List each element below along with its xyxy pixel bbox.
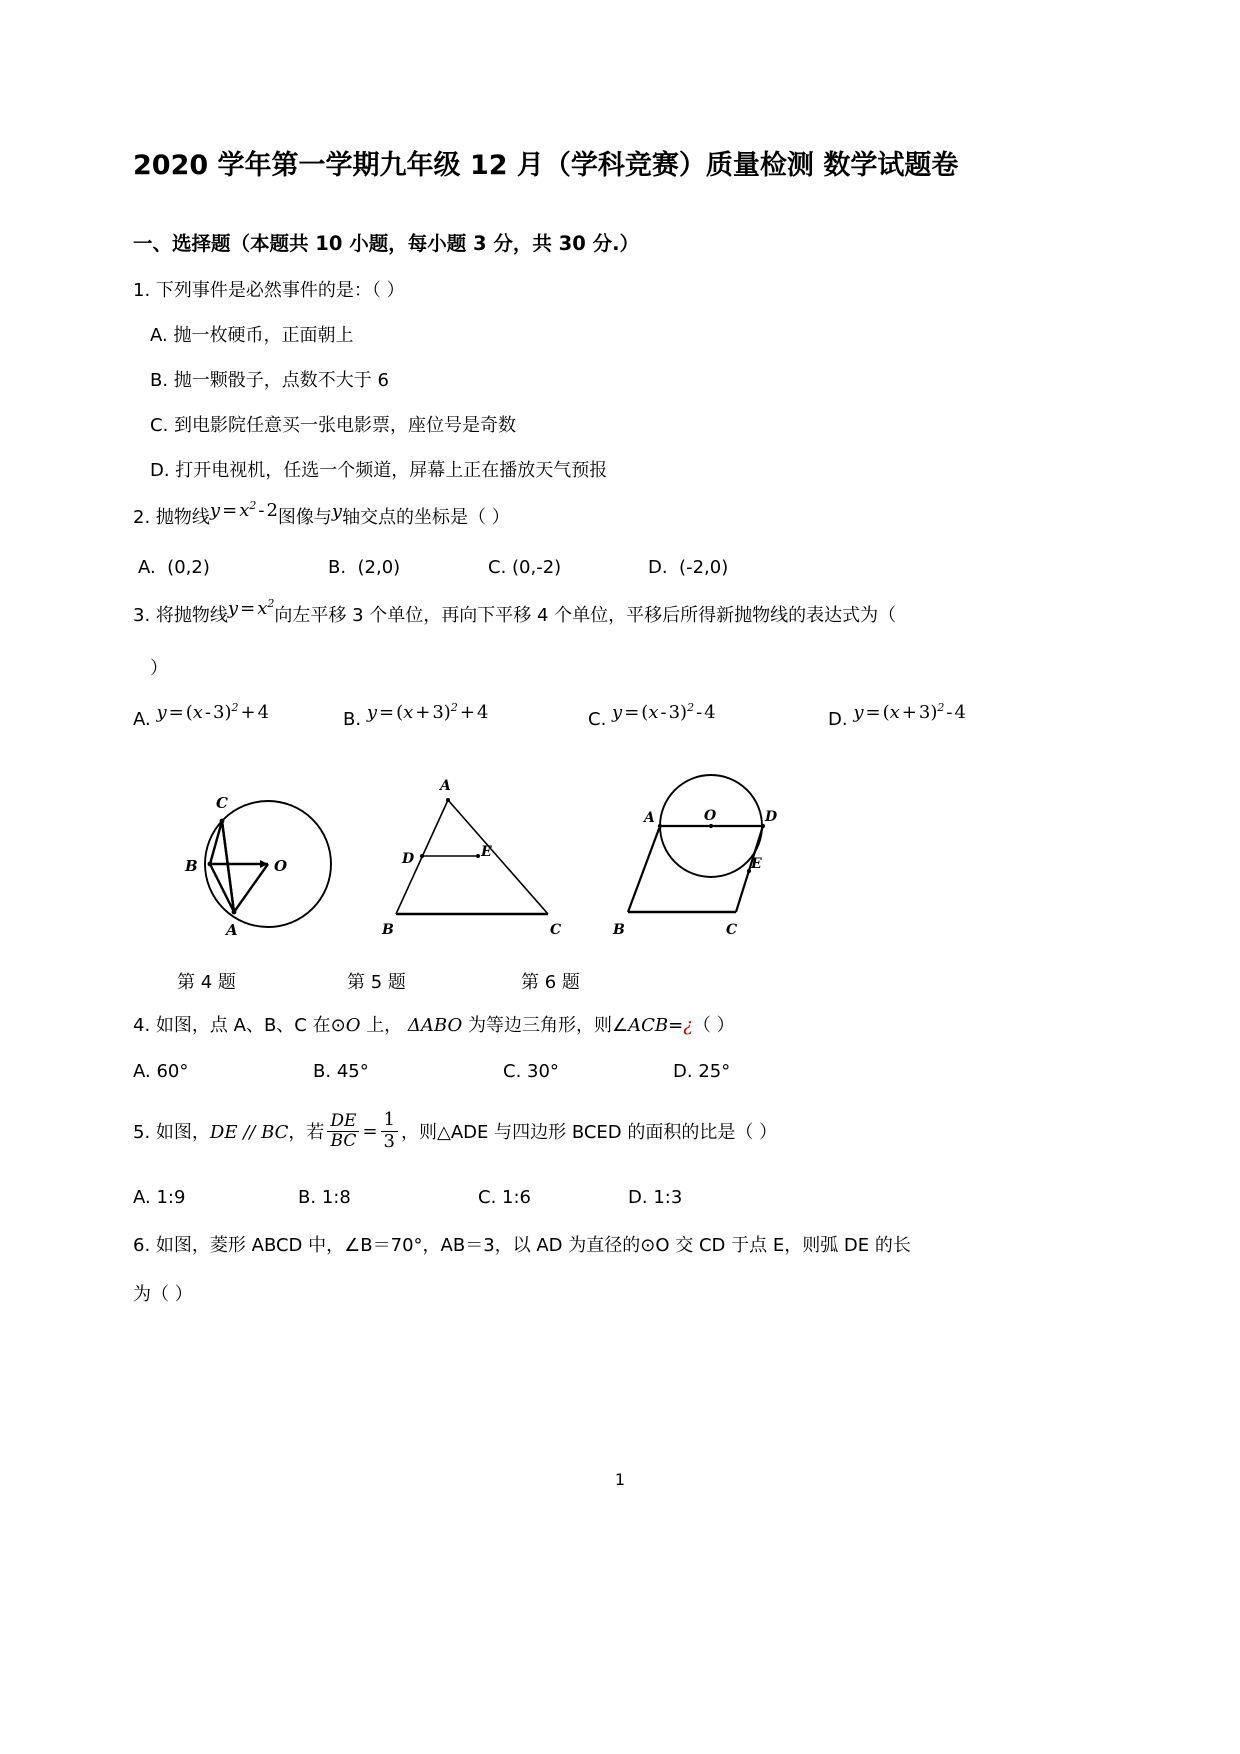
question-3-text-before: 将抛物线: [155, 605, 228, 627]
figure-4-caption: 第 4 题: [177, 972, 236, 994]
frac-numerator-value: 1: [383, 1109, 395, 1131]
question-4-circle-var: O: [345, 1015, 361, 1037]
q2-option-a: A. (0,2): [138, 557, 210, 579]
page-content: [133, 0, 1108, 1308]
question-5-text-3: ，则△ADE 与四边形 BCED 的面积的比是（ ）: [401, 1122, 778, 1144]
question-4-unknown: ¿: [683, 1015, 693, 1037]
question-3-number: 3.: [133, 605, 151, 627]
question-4-text-3: 为等边三角形，则∠: [467, 1015, 629, 1037]
q2-option-b: B. (2,0): [328, 557, 401, 579]
q5-option-a: A. 1:9: [133, 1186, 186, 1208]
question-4-text-2: 上，: [366, 1015, 403, 1037]
question-5-text-1: 如图，: [155, 1122, 210, 1144]
option-a: A. 抛一枚硬币，正面朝上: [150, 325, 354, 347]
figure-5-label-e: E: [481, 844, 492, 861]
question-2-options: [133, 557, 1108, 578]
question-5-number: 5.: [133, 1122, 151, 1144]
question-1-stem: [133, 277, 1108, 304]
q3-option-b: B. $y = (x + 3)^2 + 4$: [343, 701, 489, 731]
figure-4-label-o: O: [274, 857, 288, 876]
q3-option-c: C. y = (x - 3)$^2$ - 4: [588, 701, 716, 731]
figure-5-label-d: D: [402, 851, 415, 868]
q5-option-b: B. 1:8: [298, 1186, 351, 1208]
q5-option-c: C. 1:6: [478, 1186, 531, 1208]
page-number: 1: [614, 1470, 626, 1489]
question-5-equals: =: [362, 1121, 378, 1143]
figure-4-circle-triangle: [168, 764, 368, 958]
question-2-text-before: 抛物线: [155, 507, 210, 529]
question-4-options: [133, 1061, 1108, 1082]
option-b: B. 抛一颗骰子，点数不大于 6: [150, 370, 389, 392]
question-1-options: [133, 322, 1108, 484]
question-1-number: 1.: [133, 280, 151, 302]
figure-4-label-b: B: [185, 857, 198, 876]
option-d: D. 打开电视机，任选一个频道，屏幕上正在播放天气预报: [150, 460, 608, 482]
question-2-text-middle: 图像与: [277, 507, 332, 529]
q2-option-d: D. (-2,0): [648, 557, 729, 579]
figure-6-label-c: C: [726, 922, 738, 939]
question-4-eq: =: [668, 1015, 684, 1037]
page-title: 2020 学年第一学期九年级 12 月（学科竞赛）质量检测 数学试题卷: [133, 150, 959, 181]
question-6-text: 如图，菱形 ABCD 中，∠B＝70°，AB＝3，以 AD 为直径的⊙O 交 CD 于点 E，则弧 DE 的长: [155, 1234, 911, 1256]
question-5-de-bc: DE // BC: [209, 1122, 289, 1144]
question-2-stem: [133, 499, 1108, 531]
figure-6-label-o: O: [704, 808, 717, 825]
q2-option-c: C. (0,-2): [488, 557, 562, 579]
q4-option-d: D. 25°: [673, 1061, 731, 1083]
figure-5-triangle: [378, 764, 593, 958]
figures-row: [133, 764, 1108, 964]
figure-captions: [133, 968, 1108, 998]
frac-denominator: BC: [327, 1131, 359, 1152]
question-4-angle: ACB: [628, 1015, 669, 1037]
question-3-options: [133, 701, 1108, 731]
q4-option-c: C. 30°: [503, 1061, 559, 1083]
q3-option-b-formula: $y = (x + 3)^2 + 4$: [366, 701, 489, 724]
figure-6-label-d: D: [765, 809, 778, 826]
question-5-options: [133, 1187, 1108, 1208]
figure-6-label-e: E: [751, 856, 762, 873]
section-heading: 一、选择题（本题共 10 小题，每小题 3 分，共 30 分.）: [133, 232, 639, 256]
question-5-stem: [133, 1109, 1108, 1154]
question-5-text-2: ，若: [288, 1122, 325, 1144]
figure-5-svg: [378, 764, 593, 954]
question-6-stem-line2: 为（ ）: [133, 1283, 193, 1305]
option-c: C. 到电影院任意买一张电影票，座位号是奇数: [150, 415, 517, 437]
question-5-fraction-de-bc: [327, 1112, 359, 1152]
figure-5-caption: 第 5 题: [347, 972, 406, 994]
question-1-text: 下列事件是必然事件的是：（ ）: [155, 280, 405, 302]
question-6-stem: [133, 1232, 1108, 1259]
figure-5-label-a: A: [440, 778, 451, 795]
question-2-number: 2.: [133, 507, 151, 529]
figure-5-label-c: C: [550, 922, 562, 939]
figure-4-svg: [168, 764, 368, 954]
figure-6-caption: 第 6 题: [521, 972, 580, 994]
figure-4-label-c: C: [216, 794, 228, 813]
question-5-fraction-one-third: [381, 1110, 398, 1152]
figure-5-label-b: B: [382, 922, 394, 939]
figure-4-label-a: A: [226, 921, 238, 940]
question-2-formula: $y = x^2 - 2$: [209, 499, 278, 522]
q4-option-b: B. 45°: [313, 1061, 369, 1083]
q3-option-d: D. $y = (x + 3)^2 - 4$: [828, 701, 966, 731]
figure-6-label-b: B: [613, 922, 625, 939]
q4-option-a: A. 60°: [133, 1061, 189, 1083]
q5-option-d: D. 1:3: [628, 1186, 683, 1208]
q3-option-c-formula: y = (x - 3)$^2$ - 4: [612, 701, 716, 724]
question-3-stem: [133, 597, 1108, 629]
question-4-number: 4.: [133, 1015, 151, 1037]
question-6-number: 6.: [133, 1234, 151, 1256]
question-4-triangle: ΔABO: [407, 1015, 463, 1037]
q3-option-a-formula: y = (x - 3)$^2$ + 4: [156, 701, 270, 724]
q3-option-a: A. y = (x - 3)$^2$ + 4: [133, 701, 270, 731]
q3-option-d-formula: $y = (x + 3)^2 - 4$: [853, 701, 966, 724]
frac-denominator-value: 3: [381, 1131, 398, 1153]
figure-6-label-a: A: [644, 810, 655, 827]
question-4-text-1: 如图，点 A、B、C 在⊙: [155, 1015, 346, 1037]
figure-6-svg: [608, 764, 823, 954]
frac-numerator: DE: [330, 1110, 357, 1131]
question-3-text-after: 向左平移 3 个单位，再向下平移 4 个单位，平移后所得新抛物线的表达式为（: [274, 605, 897, 627]
question-4-stem: [133, 1012, 1108, 1039]
question-2-axis-var: y: [331, 501, 343, 523]
question-3-stem-wrap: ）: [150, 658, 168, 680]
figure-6-rhombus-circle: [608, 764, 823, 958]
question-2-text-after: 轴交点的坐标是（ ）: [342, 507, 510, 529]
question-4-text-5: （ ）: [692, 1015, 735, 1037]
question-3-formula: $y = x^2$: [227, 597, 275, 620]
